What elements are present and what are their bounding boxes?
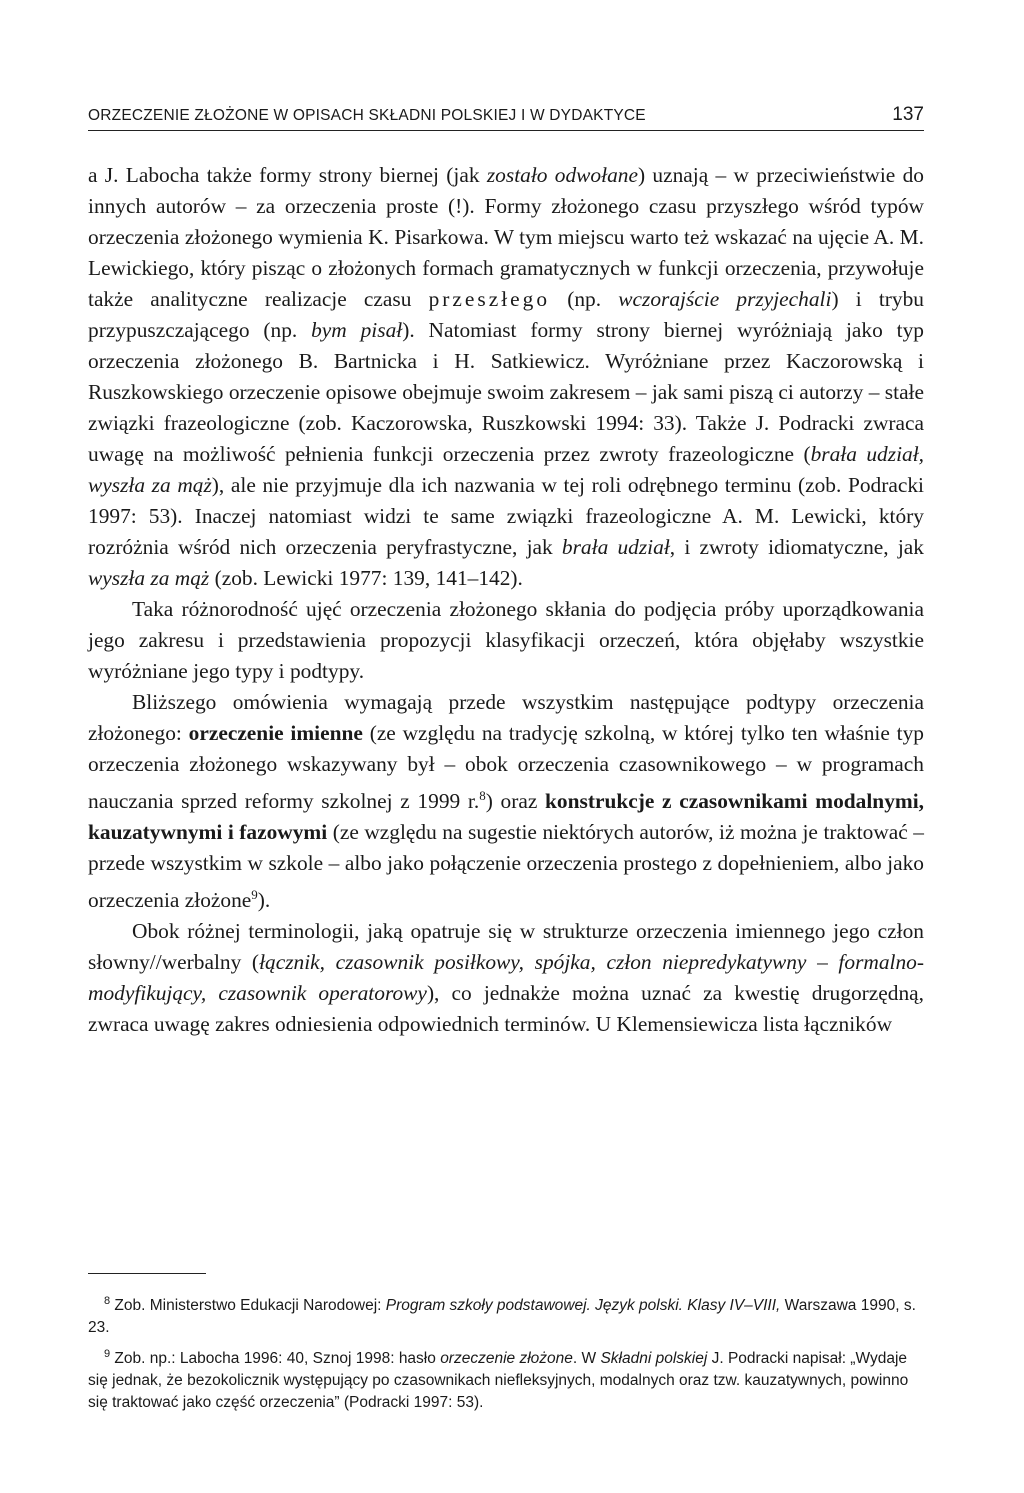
body-text: [88, 160, 924, 1040]
footnote-ref-8[interactable]: 8: [479, 788, 486, 803]
text-run: ). Natomiast formy strony biernej wyróżniają jako typ orzeczenia złożonego B. Bartnicka i H. Satkiewicz. Wyróżniane przez Kaczorowską i Ruszkowskiego orzeczenie opisowe obejmuje swoim zakresem – jak sami piszą ci autorzy – stałe związki frazeologiczne (zob. Kaczorowska, Ruszkowski 1994: 33). Także J. Podracki zwraca uwagę na możliwość pełnienia funkcji orzeczenia przez zwroty frazeologiczne (: [88, 318, 924, 466]
bold-term: konstrukcje z czasownikami modalnymi, kauzatywnymi i fazowymi: [88, 789, 924, 845]
italic-example: wczorajście przyjechali: [618, 287, 832, 311]
text-run: ) i trybu przypuszczającego (np.: [88, 287, 924, 342]
italic-terms: łącznik, czasownik posiłkowy, spójka, człon niepredykatywny – formalno-modyfikujący, czasownik operatorowy: [88, 950, 924, 1006]
text-run: . W: [572, 1350, 601, 1368]
text-run: J. Podracki napisał: „Wydaje się jednak, że bezokolicznik występujący po czasownikach niefleksyjnych, modalnych oraz tzw. kauzatywnych, powinno się traktować jako część orzeczenia” (Podracki 1997: 53).: [88, 1350, 909, 1412]
italic-term: orzeczenie złożone: [440, 1350, 573, 1368]
footnotes: [88, 1290, 924, 1418]
paragraph-1: [88, 160, 924, 594]
text-run: ).: [257, 888, 271, 913]
text-run: Zob. np.: Labocha 1996: 40, Sznoj 1998: hasło: [110, 1350, 441, 1368]
italic-title: Program szkoły podstawowej. Język polski. Klasy IV–VIII,: [385, 1297, 781, 1315]
running-head: [88, 104, 924, 131]
italic-example: bym pisał: [311, 318, 403, 342]
italic-example: brała udział, wyszła za mąż: [88, 442, 924, 497]
footnote-number: 9: [104, 1348, 111, 1361]
text-run: ) oraz: [485, 789, 546, 814]
italic-example: wyszła za mąż: [88, 566, 210, 590]
text-run: (zob. Lewicki 1977: 139, 141–142).: [209, 566, 523, 590]
italic-example: zostało odwołane: [486, 163, 638, 187]
text-run: (ze względu na sugestie niektórych autorów, iż można je traktować – przede wszystkim w szkole – albo jako połączenie orzeczenia prostego z dopełnieniem, albo jako orzeczenia złożone: [88, 820, 924, 913]
text-run: ) uznają – w przeciwieństwie do innych autorów – za orzeczenia proste (!). Formy złożonego czasu przyszłego wśród typów orzeczenia złożonego wymienia K. Pisarkowa. W tym miejscu warto też wskazać na ujęcie A. M. Lewickiego, który pisząc o złożonych formach gramatycznych w funkcji orzeczenia, przywołuje także analityczne realizacje czasu: [88, 163, 924, 311]
page-number: 137: [892, 104, 924, 125]
text-run: ), ale nie przyjmuje dla ich nazwania w tej roli odrębnego terminu (zob. Podracki 1997: 53). Inaczej natomiast widzi te same związki frazeologiczne A. M. Lewicki, który rozróżnia wśród nich orzeczenia peryfrastyczne, jak: [88, 473, 924, 559]
italic-example: brała udział: [561, 535, 670, 559]
footnote-ref-9[interactable]: 9: [251, 887, 258, 903]
running-head-title: ORZECZENIE ZŁOŻONE W OPISACH SKŁADNI POLSKIEJ I W DYDAKTYCE: [88, 107, 646, 124]
text-run: ), co jednakże można uznać za kwestię drugorzędną, zwraca uwagę zakres odniesienia odpowiednich terminów. U Klemensiewicza lista łączników: [88, 981, 924, 1037]
footnote-number: 8: [104, 1295, 111, 1307]
text-run: Zob. Ministerstwo Edukacji Narodowej:: [110, 1297, 386, 1315]
footnote-8: [88, 1290, 924, 1339]
text-run: Bliższego omówienia wymagają przede wszystkim następujące podtypy orzeczenia złożonego:: [88, 690, 924, 745]
text-run: (ze względu na tradycję szkolną, w której tylko ten właśnie typ orzeczenia złożonego wskazywany był – obok orzeczenia czasownikowego – w programach nauczania sprzed reformy szkolnej z 1999 r.: [88, 721, 924, 814]
text-run: Obok różnej terminologii, jaką opatruje się w strukturze orzeczenia imiennego jego człon słowny//werbalny (: [88, 919, 924, 975]
text-run: , i zwroty idiomatyczne, jak: [669, 535, 924, 559]
paragraph-4: [88, 916, 924, 1040]
bold-term: orzeczenie imienne: [188, 721, 363, 745]
text-run: a J. Labocha także formy strony biernej (jak: [88, 163, 487, 187]
footnote-divider: [88, 1273, 206, 1274]
paragraph-2: Taka różnorodność ujęć orzeczenia złożonego skłania do podjęcia próby uporządkowania jego zakresu i przedstawienia propozycji klasyfikacji orzeczeń, która objęłaby wszystkie wyróżniane jego typy i podtypy.: [88, 597, 924, 683]
paragraph-3: [88, 687, 924, 916]
text-run: (np.: [550, 287, 619, 311]
spaced-term: przeszłego: [428, 287, 551, 311]
footnote-9: [88, 1343, 924, 1414]
text-run: Warszawa 1990, s. 23.: [88, 1297, 916, 1337]
italic-title: Składni polskiej: [600, 1350, 708, 1368]
